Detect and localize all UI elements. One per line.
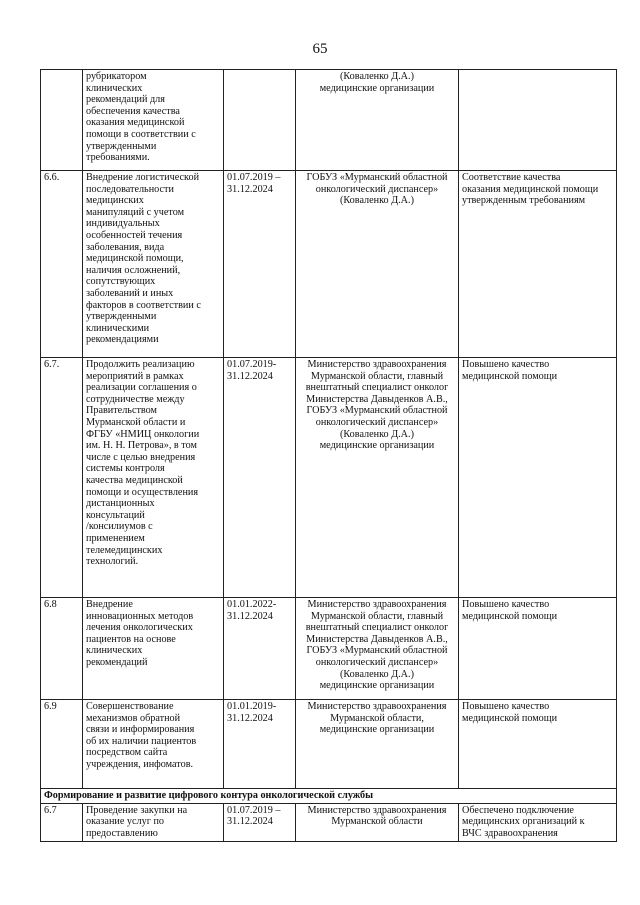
period-cell — [224, 803, 296, 842]
executor-cell-line: Мурманской области, — [330, 712, 424, 724]
measure-cell-line: клинических — [86, 82, 143, 94]
measure-cell-line: им. Н. Н. Петрова», в том — [86, 440, 197, 452]
row-number: 6.6. — [41, 171, 83, 358]
measure-cell-line: клиническими — [86, 322, 150, 334]
measure-cell-line: оказания медицинской — [86, 117, 185, 129]
measure-cell-line: наличия осложнений, — [86, 264, 181, 276]
measure-cell-line: требованиями. — [86, 152, 150, 164]
measure-cell-line: сопутствующих — [86, 276, 156, 288]
measure-cell-line: посредством сайта — [86, 747, 168, 759]
result-cell — [459, 598, 617, 700]
measure-cell-line: утвержденными — [86, 140, 157, 152]
measure-cell-line: заболеваний и иных — [86, 287, 174, 299]
result-cell-line: ВЧС здравоохранения — [462, 827, 558, 839]
period-cell — [224, 70, 296, 171]
executor-cell-line: онкологический диспансер» — [315, 416, 439, 428]
executor-cell-line: (Коваленко Д.А.) — [340, 195, 414, 207]
period-cell-line: 31.12.2024 — [227, 183, 273, 195]
measure-cell-line: применением — [86, 532, 145, 544]
executor-cell-line: Министерство здравоохранения — [307, 359, 447, 370]
measure-cell-line: помощи в соответствии с — [86, 128, 196, 140]
measure-cell-line: системы контроля — [86, 463, 165, 475]
executor-cell-line: медицинские организации — [319, 82, 435, 94]
period-cell-line: 31.12.2024 — [227, 610, 273, 622]
measure-cell-line: лечения онкологических — [86, 622, 193, 634]
section-title: Формирование и развитие цифрового контура онкологической службы — [41, 789, 617, 804]
measure-cell-line: технологий. — [86, 556, 139, 568]
measure-cell-line: консультаций — [86, 509, 145, 521]
executor-cell — [296, 700, 459, 789]
result-cell-line: Повышено качество — [462, 701, 550, 712]
table-row — [41, 70, 617, 171]
table-row — [41, 700, 617, 789]
measure-cell-line: утвержденными — [86, 311, 157, 323]
measure-cell-line: факторов в соответствии с — [86, 299, 201, 311]
measure-cell — [83, 358, 224, 598]
measure-cell-line: мероприятий в рамках — [86, 370, 184, 382]
result-cell — [459, 803, 617, 842]
executor-cell-line: Министерства Давыденков А.В., — [306, 633, 448, 645]
executor-cell-line: Мурманской области, главный — [310, 610, 444, 622]
measure-cell-line: манипуляций с учетом — [86, 206, 185, 218]
row-number: 6.7. — [41, 358, 83, 598]
measure-cell — [83, 171, 224, 358]
period-cell — [224, 171, 296, 358]
table-row — [41, 358, 617, 598]
measure-cell-line: рекомендаций для — [86, 94, 165, 106]
period-cell-line: 01.07.2019 – — [227, 804, 281, 816]
measure-cell — [83, 70, 224, 171]
result-cell-line: медицинских организаций к — [462, 816, 585, 828]
row-number — [41, 70, 83, 171]
executor-cell-line: Министерство здравоохранения — [307, 701, 447, 712]
period-cell-line: 31.12.2024 — [227, 816, 273, 828]
period-cell-line: 01.01.2019- — [227, 701, 277, 712]
executor-cell-line: Министерства Давыденков А.В., — [306, 393, 448, 405]
measure-cell-line: рекомендаций — [86, 656, 148, 668]
measure-cell-line: сотрудничестве между — [86, 393, 185, 405]
executor-cell — [296, 803, 459, 842]
page-number: 65 — [312, 41, 328, 57]
row-number: 6.7 — [41, 803, 83, 842]
measure-cell-line: медицинской помощи, — [86, 253, 184, 265]
result-cell — [459, 70, 617, 171]
executor-cell-line: онкологический диспансер» — [315, 656, 439, 668]
measure-cell-line: пациентов на основе — [86, 633, 176, 645]
measure-cell-line: Совершенствование — [86, 701, 174, 712]
period-cell — [224, 358, 296, 598]
executor-cell-line: Министерство здравоохранения — [307, 804, 447, 816]
result-cell-line: Повышено качество — [462, 599, 550, 610]
executor-cell — [296, 358, 459, 598]
measure-cell-line: учреждения, инфоматов. — [86, 758, 194, 770]
result-cell-line: медицинской помощи — [462, 370, 558, 382]
executor-cell-line: Мурманской области — [331, 816, 423, 828]
measure-cell-line: заболевания, вида — [86, 241, 165, 253]
period-cell — [224, 598, 296, 700]
result-cell-line: Повышено качество — [462, 359, 550, 370]
period-cell-line: 01.07.2019 – — [227, 172, 281, 183]
measure-cell-line: индивидуальных — [86, 218, 160, 230]
measure-cell-line: Проведение закупки на — [86, 804, 188, 816]
measure-cell — [83, 803, 224, 842]
measure-cell-line: рекомендациями — [86, 334, 159, 346]
measure-cell-line: дистанционных — [86, 498, 155, 510]
measure-cell-line: Продолжить реализацию — [86, 359, 195, 370]
executor-cell — [296, 171, 459, 358]
measure-cell-line: числе с целью внедрения — [86, 451, 196, 463]
executor-cell-line: медицинские организации — [319, 680, 435, 692]
result-cell-line: медицинской помощи — [462, 610, 558, 622]
measure-cell-line: механизмов обратной — [86, 712, 181, 724]
measure-cell-line: реализации соглашения о — [86, 382, 197, 394]
measure-cell — [83, 700, 224, 789]
period-cell-line: 01.01.2022- — [227, 599, 277, 610]
measure-cell-line: инновационных методов — [86, 610, 194, 622]
executor-cell-line: ГОБУЗ «Мурманский областной — [306, 645, 448, 657]
executor-cell-line: внештатный специалист онколог — [305, 622, 449, 634]
table-row — [41, 803, 617, 842]
measure-cell-line: последовательности — [86, 183, 174, 195]
measure-cell-line: медицинских — [86, 195, 144, 207]
result-cell-line: утвержденным требованиям — [462, 195, 586, 207]
measure-cell-line: рубрикатором — [86, 71, 147, 82]
executor-cell-line: (Коваленко Д.А.) — [340, 71, 414, 82]
measure-cell-line: помощи и осуществления — [86, 486, 199, 498]
measure-cell-line: Внедрение логистической — [86, 172, 200, 183]
period-cell-line: 01.07.2019- — [227, 359, 277, 370]
executor-cell-line: (Коваленко Д.А.) — [340, 668, 414, 680]
executor-cell-line: (Коваленко Д.А.) — [340, 428, 414, 440]
measure-cell-line: предоставлению — [86, 827, 158, 839]
executor-cell-line: ГОБУЗ «Мурманский областной — [306, 172, 448, 183]
executor-cell-line: медицинские организации — [319, 440, 435, 452]
executor-cell-line: онкологический диспансер» — [315, 183, 439, 195]
executor-cell — [296, 70, 459, 171]
executor-cell-line: Министерство здравоохранения — [307, 599, 447, 610]
period-cell-line: 31.12.2024 — [227, 370, 273, 382]
period-cell — [224, 700, 296, 789]
result-cell-line: Соответствие качества — [462, 172, 561, 183]
measure-cell-line: особенностей течения — [86, 229, 183, 241]
measure-cell-line: Мурманской области и — [86, 416, 186, 428]
result-cell — [459, 700, 617, 789]
measure-cell-line: обеспечения качества — [86, 105, 180, 117]
measure-cell-line: /консилиумов с — [86, 521, 153, 533]
executor-cell-line: Мурманской области, главный — [310, 370, 444, 382]
result-cell-line: Обеспечено подключение — [462, 804, 574, 816]
measure-cell — [83, 598, 224, 700]
row-number: 6.9 — [41, 700, 83, 789]
measure-cell-line: оказание услуг по — [86, 816, 164, 828]
table-row — [41, 598, 617, 700]
executor-cell-line: медицинские организации — [319, 724, 435, 736]
measure-cell-line: клинических — [86, 645, 143, 657]
measure-cell-line: об их наличии пациентов — [86, 735, 197, 747]
result-cell — [459, 358, 617, 598]
result-cell-line: медицинской помощи — [462, 712, 558, 724]
measure-cell-line: телемедицинских — [86, 544, 163, 556]
result-cell — [459, 171, 617, 358]
executor-cell — [296, 598, 459, 700]
executor-cell-line: внештатный специалист онколог — [305, 382, 449, 394]
section-header-row — [41, 789, 617, 804]
measure-cell-line: Правительством — [86, 405, 157, 417]
row-number: 6.8 — [41, 598, 83, 700]
table-row — [41, 171, 617, 358]
executor-cell-line: ГОБУЗ «Мурманский областной — [306, 405, 448, 417]
measure-cell-line: Внедрение — [86, 599, 133, 610]
result-cell-line: оказания медицинской помощи — [462, 183, 599, 195]
measure-cell-line: связи и информирования — [86, 724, 195, 736]
measures-table — [40, 69, 617, 842]
measure-cell-line: качества медицинской — [86, 474, 183, 486]
period-cell-line: 31.12.2024 — [227, 712, 273, 724]
measure-cell-line: ФГБУ «НМИЦ онкологии — [86, 428, 200, 440]
